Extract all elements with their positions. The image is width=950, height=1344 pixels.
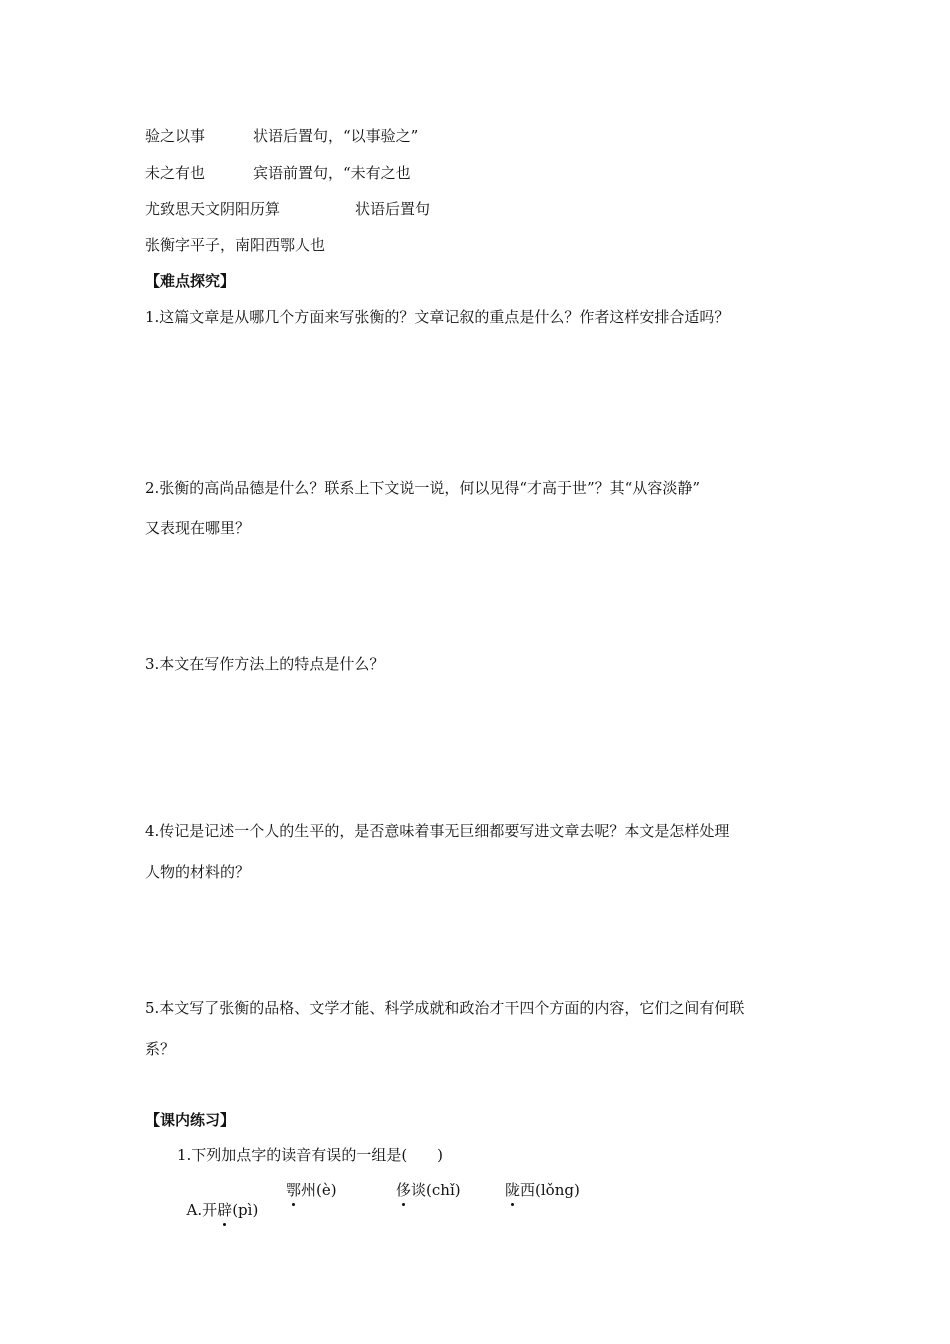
difficulty-question-5-line-2: 系？ <box>145 1040 176 1058</box>
option-a-label: A. <box>186 1201 203 1219</box>
item-2-reading: (è) <box>316 1181 337 1199</box>
difficulty-heading: 【难点探究】 <box>145 272 236 290</box>
item-1-reading: (pì) <box>232 1201 259 1219</box>
difficulty-question-2-line-2: 又表现在哪里？ <box>145 519 251 537</box>
option-a-item-1 <box>202 1201 258 1219</box>
practice-option-a <box>177 1180 258 1220</box>
item-1-pre: 开 <box>202 1201 218 1219</box>
item-4-dotted-char: 陇 <box>505 1181 521 1199</box>
difficulty-question-2-line-1: 2.张衡的高尚品德是什么？联系上下文说一说，何以见得“才高于世”？其“从容淡静” <box>145 479 700 497</box>
item-4-reading: (lǒng) <box>535 1181 580 1199</box>
option-a-item-3 <box>396 1180 461 1200</box>
syntax-phrase-3: 尤致思天文阴阳历算 <box>145 200 281 218</box>
item-3-post: 谈 <box>411 1181 427 1199</box>
item-1-dotted-char: 辟 <box>217 1201 233 1219</box>
practice-heading: 【课内练习】 <box>145 1111 236 1129</box>
difficulty-question-4-line-2: 人物的材料的？ <box>145 863 251 881</box>
item-2-post: 州 <box>301 1181 317 1199</box>
syntax-note-3: 状语后置句 <box>355 200 431 218</box>
item-3-dotted-char: 侈 <box>396 1181 412 1199</box>
difficulty-question-1: 1.这篇文章是从哪几个方面来写张衡的？文章记叙的重点是什么？作者这样安排合适吗？ <box>145 308 730 326</box>
syntax-note-1: 状语后置句，“以事验之” <box>253 127 419 145</box>
syntax-phrase-2: 未之有也 <box>145 164 206 182</box>
item-3-reading: (chǐ) <box>426 1181 461 1199</box>
option-a-item-2 <box>286 1180 337 1200</box>
item-4-post: 西 <box>520 1181 536 1199</box>
difficulty-question-5-line-1: 5.本文写了张衡的品格、文学才能、科学成就和政治才干四个方面的内容，它们之间有何联 <box>145 999 745 1017</box>
item-2-dotted-char: 鄂 <box>286 1181 302 1199</box>
syntax-phrase-4: 张衡字平子，南阳西鄂人也 <box>145 236 326 254</box>
syntax-phrase-1: 验之以事 <box>145 127 206 145</box>
difficulty-question-3: 3.本文在写作方法上的特点是什么？ <box>145 655 385 673</box>
practice-question-1: 1.下列加点字的读音有误的一组是( ) <box>177 1146 444 1164</box>
syntax-note-2: 宾语前置句，“未有之也 <box>253 164 411 182</box>
difficulty-question-4-line-1: 4.传记是记述一个人的生平的，是否意味着事无巨细都要写进文章去呢？本文是怎样处理 <box>145 822 730 840</box>
option-a-item-4 <box>505 1180 580 1200</box>
